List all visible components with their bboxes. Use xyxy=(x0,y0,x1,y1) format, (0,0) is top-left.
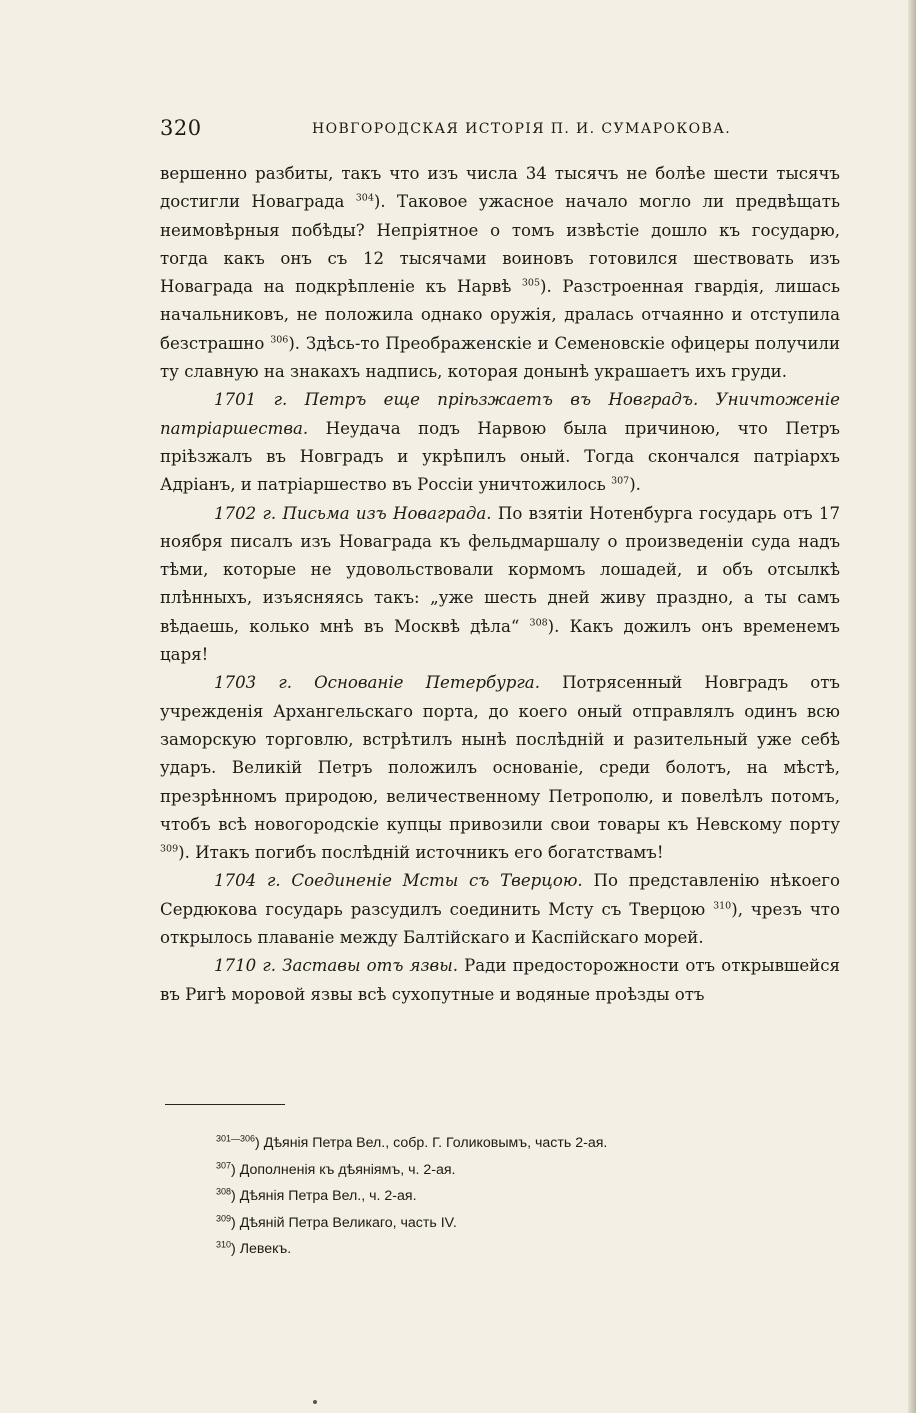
footnote-mark: 301—306 xyxy=(216,1133,256,1144)
paragraph xyxy=(160,160,840,386)
footnote-text: ) Дѣянія Петра Вел., собр. Г. Голиковымъ, часть 2-ая. xyxy=(255,1135,608,1151)
footnote-reference: 309 xyxy=(160,843,179,855)
paragraph-text: ). Разстроенная гвардія, лишась начальниковъ, не положила однако оружія, дралась отчаянно и отступила безстрашно xyxy=(160,277,841,353)
page-header xyxy=(160,116,840,146)
footnote-rule xyxy=(165,1104,285,1105)
paragraph xyxy=(160,386,840,499)
running-head: НОВГОРОДСКАЯ ИСТОРІЯ П. И. СУМАРОКОВА. xyxy=(312,121,732,137)
footnote-mark: 307 xyxy=(216,1159,232,1170)
paragraph-text: вершенно разбиты, такъ что изъ числа 34 тысячъ не болѣе шести тысячъ достигли Новаграда xyxy=(160,164,840,212)
footnote-reference: 306 xyxy=(270,334,289,346)
footnote-reference: 304 xyxy=(355,192,374,204)
footnote-text: ) Дѣянія Петра Вел., ч. 2-ая. xyxy=(231,1188,417,1204)
footnote xyxy=(216,1236,816,1263)
paragraph xyxy=(160,952,840,1009)
footnote-text: ) Дѣяній Петра Великаго, часть IV. xyxy=(231,1214,457,1231)
paragraph-text: ). Какъ дожилъ онъ временемъ царя! xyxy=(160,616,840,665)
paragraph-heading: 1710 г. Заставы отъ язвы. xyxy=(214,956,458,976)
footnote xyxy=(216,1157,816,1184)
paragraph-text: ), чрезъ что открылось плаваніе между Балтійскаго и Каспійскаго морей. xyxy=(160,899,840,948)
paragraph-text: Неудача подъ Нарвою была причиною, что Петръ пріѣзжалъ въ Новградъ и укрѣпилъ оный. Тогда скончался патріархъ Адріанъ, и патріаршество въ Россіи уничтожилось xyxy=(160,418,840,495)
footnote-text: ) Дополненія къ дѣяніямъ, ч. 2-ая. xyxy=(231,1161,456,1178)
footnote-reference: 307 xyxy=(611,475,630,487)
footnote xyxy=(216,1130,816,1157)
paragraph-text: По представленію нѣкоего Сердюкова государь разсудилъ соединить Мсту съ Тверцою xyxy=(160,871,840,919)
paragraph-heading: 1704 г. Соединеніе Мсты съ Тверцою. xyxy=(214,871,583,891)
page-edge-shadow xyxy=(908,0,916,1413)
paragraph-heading: 1703 г. Основаніе Петербурга. xyxy=(214,673,540,693)
paragraph-text: ). Итакъ погибъ послѣдній источникъ его богатствамъ! xyxy=(178,843,664,863)
footnote-reference: 310 xyxy=(713,900,732,912)
paragraph-text: Потрясенный Новградъ отъ учрежденія Архангельскаго порта, до коего оный отправлялъ одинъ всю заморскую торговлю, встрѣтилъ нынѣ послѣдній и разительный уже себѣ ударъ. Великій Петръ положилъ основаніе, среди болотъ, на мѣстѣ, презрѣнномъ природою, величественному Петрополю, и повелѣлъ потомъ, чтобъ всѣ новогородскіе купцы привозили свои товары къ Невскому порту xyxy=(160,673,840,834)
print-speck xyxy=(313,1400,317,1404)
paragraph-text: ). Таковое ужасное начало могло ли предвѣщать неимовѣрныя побѣды? Непріятное о томъ извѣстіе дошло къ государю, тогда какъ онъ съ 12 тысячами воиновъ готовился шествовать изъ Новаграда на подкрѣпленіе къ Нарвѣ xyxy=(160,192,840,297)
paragraph xyxy=(160,669,840,867)
footnote-mark: 308 xyxy=(216,1186,232,1197)
paragraph-text: ). xyxy=(629,475,641,495)
paragraph-heading: 1702 г. Письма изъ Новаграда. xyxy=(214,503,492,523)
page-number: 320 xyxy=(160,116,202,140)
footnotes xyxy=(216,1130,816,1263)
footnote xyxy=(216,1210,816,1237)
paragraph xyxy=(160,867,840,952)
paragraph-text: По взятіи Нотенбурга государь отъ 17 ноября писалъ изъ Новаграда къ фельдмаршалу о произведеніи суда надъ тѣми, которые не удовольствовали кормомъ лошадей, и объ отсылкѣ плѣнныхъ, изъясняясь такъ: „уже шесть дней живу праздно, а ты самъ вѣдаешь, колько мнѣ въ Москвѣ дѣла“ xyxy=(160,503,840,636)
paragraph-text: Ради предосторожности отъ открывшейся въ Ригѣ моровой язвы всѣ сухопутные и водяные проѣзды отъ xyxy=(160,956,840,1004)
paragraph-text: ). Здѣсь-то Преображенскіе и Семеновскіе офицеры получили ту славную на знакахъ надпись, которая донынѣ украшаетъ ихъ груди. xyxy=(160,333,840,382)
footnote-reference: 308 xyxy=(529,617,548,629)
footnote-mark: 310 xyxy=(216,1239,232,1250)
paragraph xyxy=(160,500,840,670)
footnote-reference: 305 xyxy=(521,277,541,289)
footnote xyxy=(216,1183,816,1210)
footnote-text: ) Левекъ. xyxy=(231,1241,292,1257)
footnote-mark: 309 xyxy=(216,1212,232,1223)
paragraph-heading: 1701 г. Петръ еще пріѣзжаетъ въ Новградъ. Уничтоженіе патріаршества. xyxy=(160,390,840,438)
body-text xyxy=(160,160,840,1009)
